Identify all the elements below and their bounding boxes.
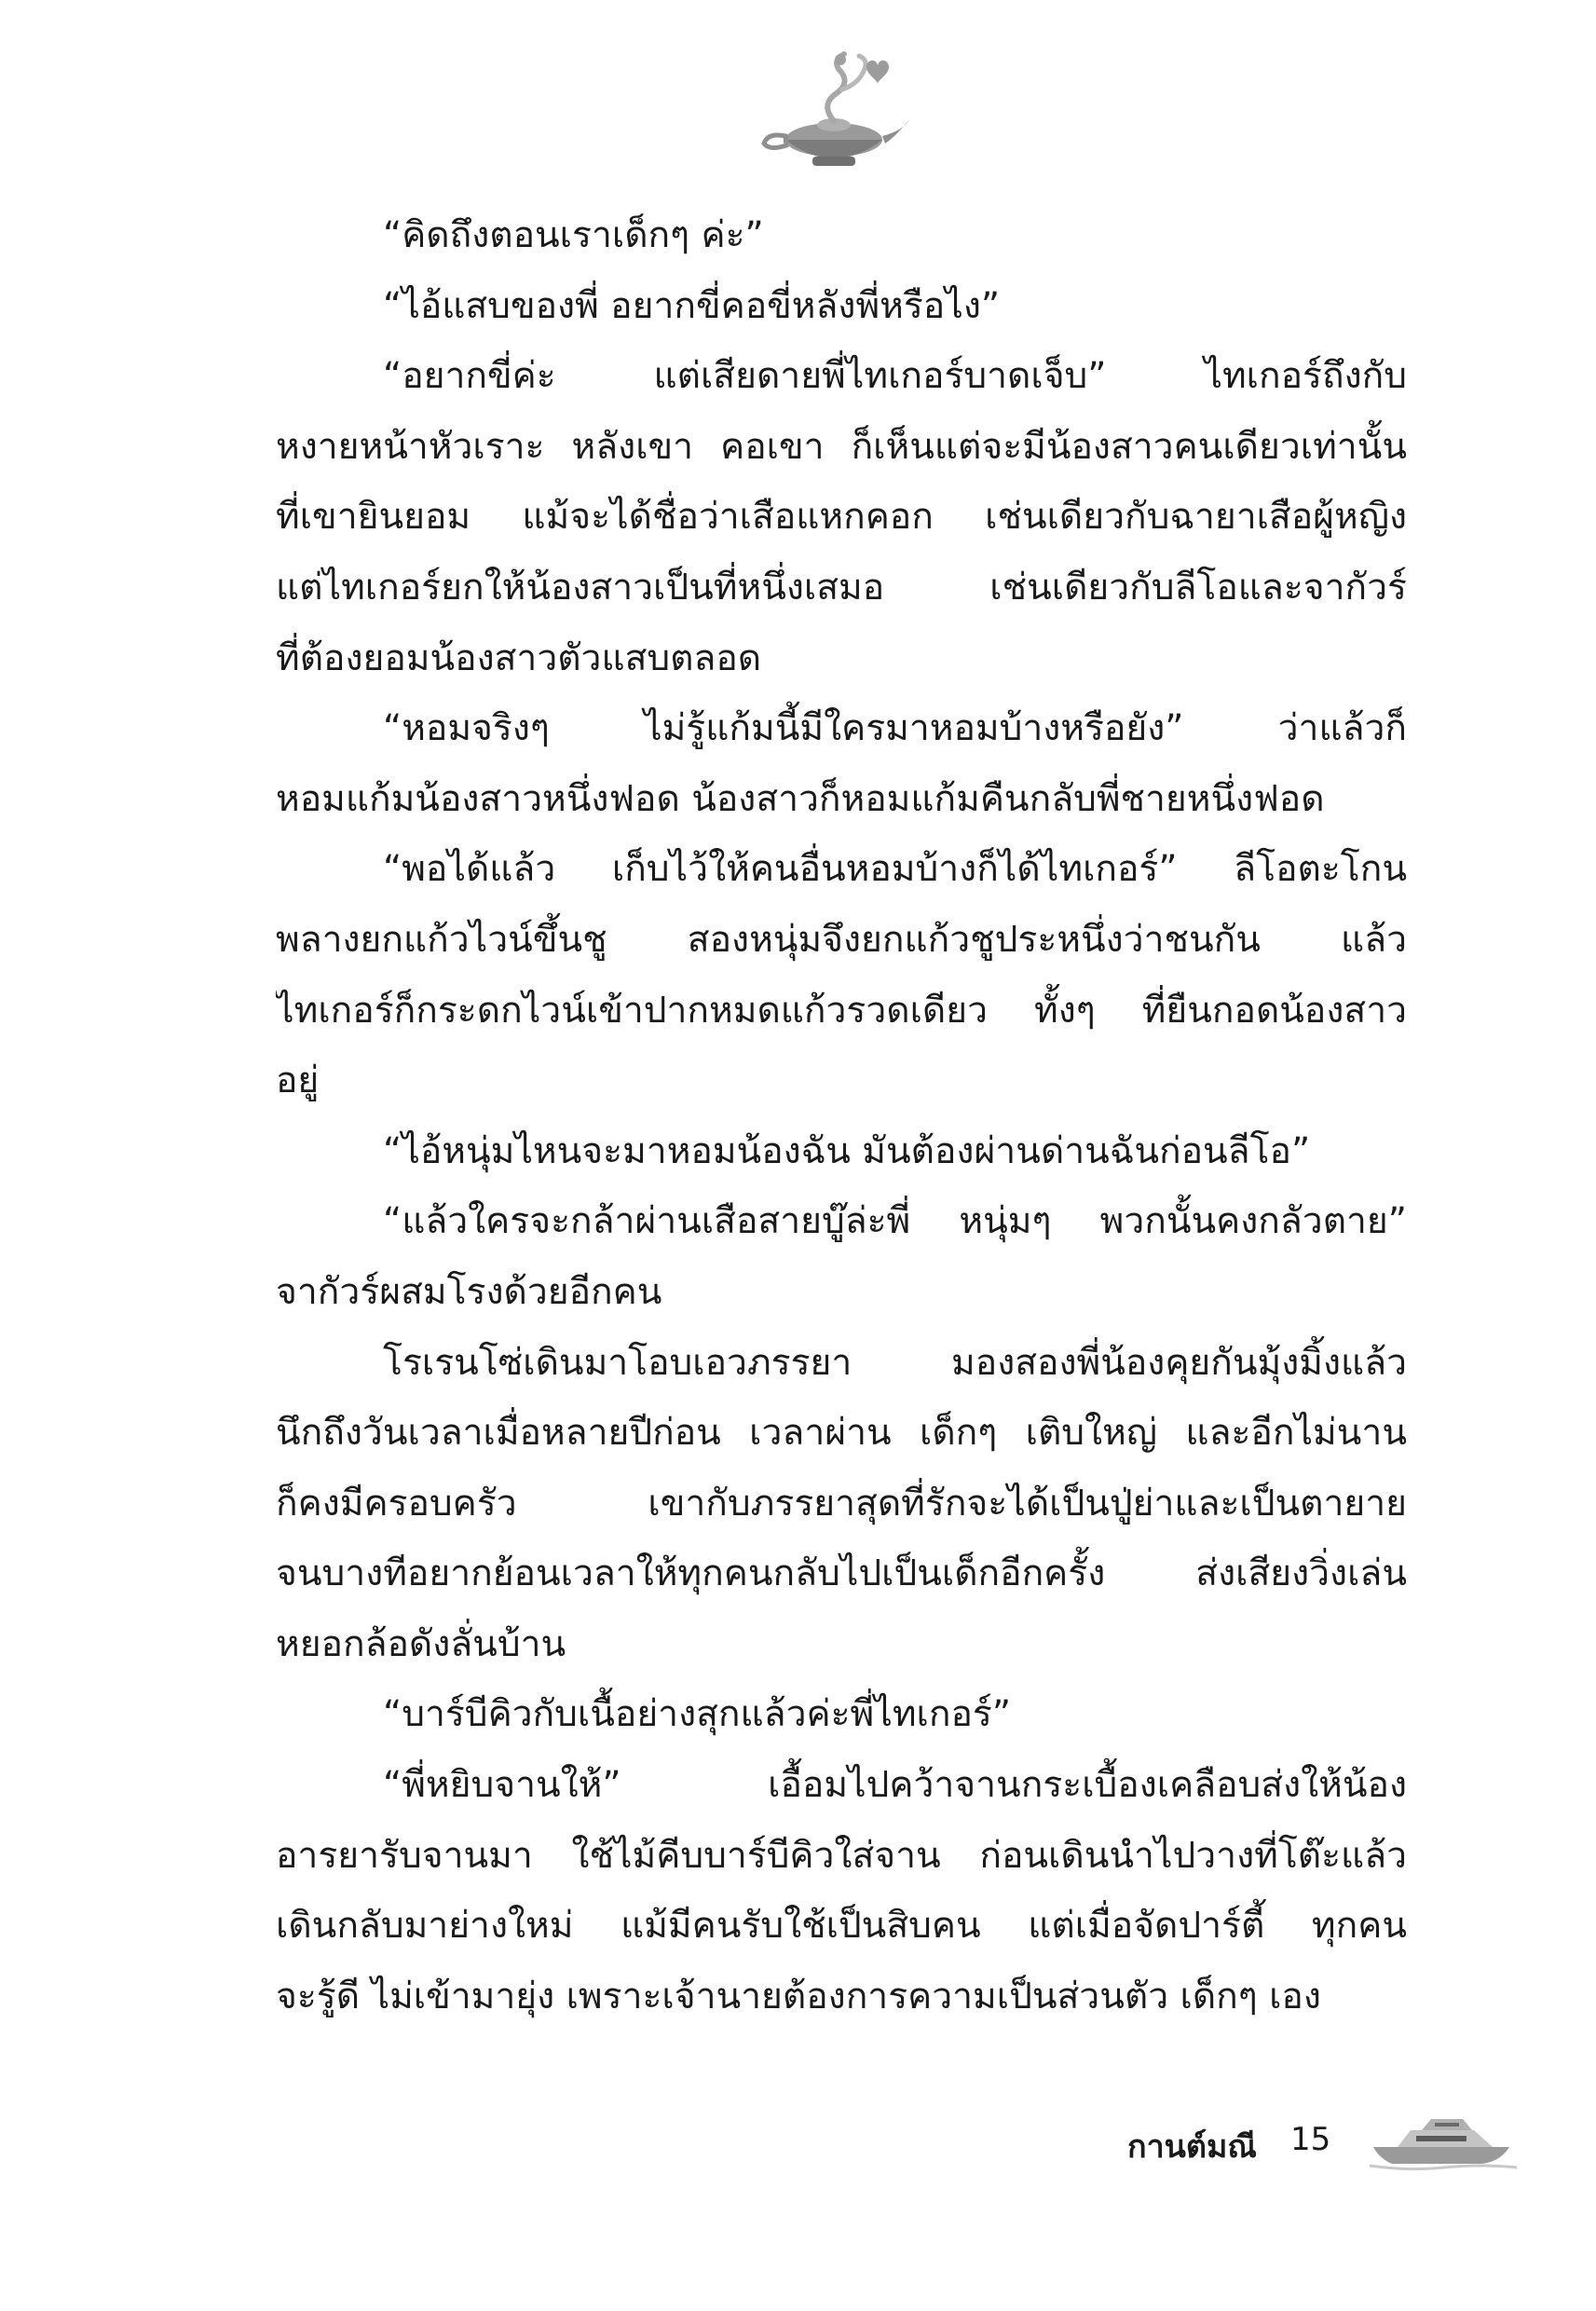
text-line: หงายหน้าหัวเราะ หลังเขา คอเขา ก็เห็นแต่จะมีน้องสาวคนเดียวเท่านั้น	[276, 425, 1407, 468]
footer-book-title: กานต์มณี	[1127, 2128, 1257, 2166]
text-line: อยู่	[276, 1060, 320, 1102]
text-line: “พี่หยิบจานให้” เอื้อมไปคว้าจานกระเบื้องเคลือบส่งให้น้อง	[383, 1764, 1407, 1807]
text-line: แต่ไทเกอร์ยกให้น้องสาวเป็นที่หนึ่งเสมอ เช่นเดียวกับลีโอและจากัวร์	[276, 566, 1407, 609]
page-number: 15	[1290, 2121, 1331, 2158]
text-line: “คิดถึงตอนเราเด็กๆ ค่ะ”	[383, 214, 764, 256]
text-line: หยอกล้อดังลั่นบ้าน	[276, 1622, 566, 1665]
body-text	[276, 200, 1407, 2031]
text-line: อารยารับจานมา ใช้ไม้คีบบาร์บีคิวใส่จาน ก่อนเดินนำไปวางที่โต๊ะแล้ว	[276, 1834, 1407, 1877]
text-line: “แล้วใครจะกล้าผ่านเสือสายบู๊ล่ะพี่ หนุ่มๆ พวกนั้นคงกลัวตาย”	[383, 1200, 1407, 1243]
text-line: “หอมจริงๆ ไม่รู้แก้มนี้มีใครมาหอมบ้างหรือยัง” ว่าแล้วก็	[383, 707, 1407, 750]
text-line: ก็คงมีครอบครัว เขากับภรรยาสุดที่รักจะได้เป็นปู่ย่าและเป็นตายาย	[276, 1482, 1407, 1525]
text-line: ไทเกอร์ก็กระดกไวน์เข้าปากหมดแก้วรวดเดียว ทั้งๆ ที่ยืนกอดน้องสาว	[276, 989, 1407, 1032]
genie-lamp-ornament-icon	[755, 47, 913, 177]
text-line: ที่ต้องยอมน้องสาวตัวแสบตลอด	[276, 636, 762, 679]
text-line: จากัวร์ผสมโรงด้วยอีกคน	[276, 1270, 662, 1313]
text-line: “ไอ้แสบของพี่ อยากขี่คอขี่หลังพี่หรือไง”	[383, 284, 1001, 327]
text-line: จะรู้ดี ไม่เข้ามายุ่ง เพราะเจ้านายต้องการความเป็นส่วนตัว เด็กๆ เอง	[276, 1975, 1321, 2017]
text-line: “บาร์บีคิวกับเนื้อย่างสุกแล้วค่ะพี่ไทเกอร์”	[383, 1693, 1012, 1736]
text-line: พลางยกแก้วไวน์ขึ้นชู สองหนุ่มจึงยกแก้วชูประหนึ่งว่าชนกัน แล้ว	[276, 918, 1407, 961]
text-line: หอมแก้มน้องสาวหนึ่งฟอด น้องสาวก็หอมแก้มคืนกลับพี่ชายหนึ่งฟอด	[276, 777, 1325, 820]
text-line: “อยากขี่ค่ะ แต่เสียดายพี่ไทเกอร์บาดเจ็บ” ไทเกอร์ถึงกับ	[383, 355, 1407, 398]
text-line: ที่เขายินยอม แม้จะได้ชื่อว่าเสือแหกคอก เช่นเดียวกับฉายาเสือผู้หญิง	[276, 496, 1407, 539]
yacht-icon	[1370, 2106, 1519, 2171]
text-line: โรเรนโซ่เดินมาโอบเอวภรรยา มองสองพี่น้องคุยกันมุ้งมิ้งแล้ว	[383, 1341, 1407, 1384]
text-line: เดินกลับมาย่างใหม่ แม้มีคนรับใช้เป็นสิบคน แต่เมื่อจัดปาร์ตี้ ทุกคน	[276, 1905, 1407, 1948]
text-line: “พอได้แล้ว เก็บไว้ให้คนอื่นหอมบ้างก็ได้ไทเกอร์” ลีโอตะโกน	[383, 848, 1407, 891]
text-line: จนบางทีอยากย้อนเวลาให้ทุกคนกลับไปเป็นเด็กอีกครั้ง ส่งเสียงวิ่งเล่น	[276, 1552, 1407, 1595]
text-line: “ไอ้หนุ่มไหนจะมาหอมน้องฉัน มันต้องผ่านด่านฉันก่อนลีโอ”	[383, 1129, 1311, 1172]
text-line: นึกถึงวันเวลาเมื่อหลายปีก่อน เวลาผ่าน เด็กๆ เติบใหญ่ และอีกไม่นาน	[276, 1412, 1407, 1455]
